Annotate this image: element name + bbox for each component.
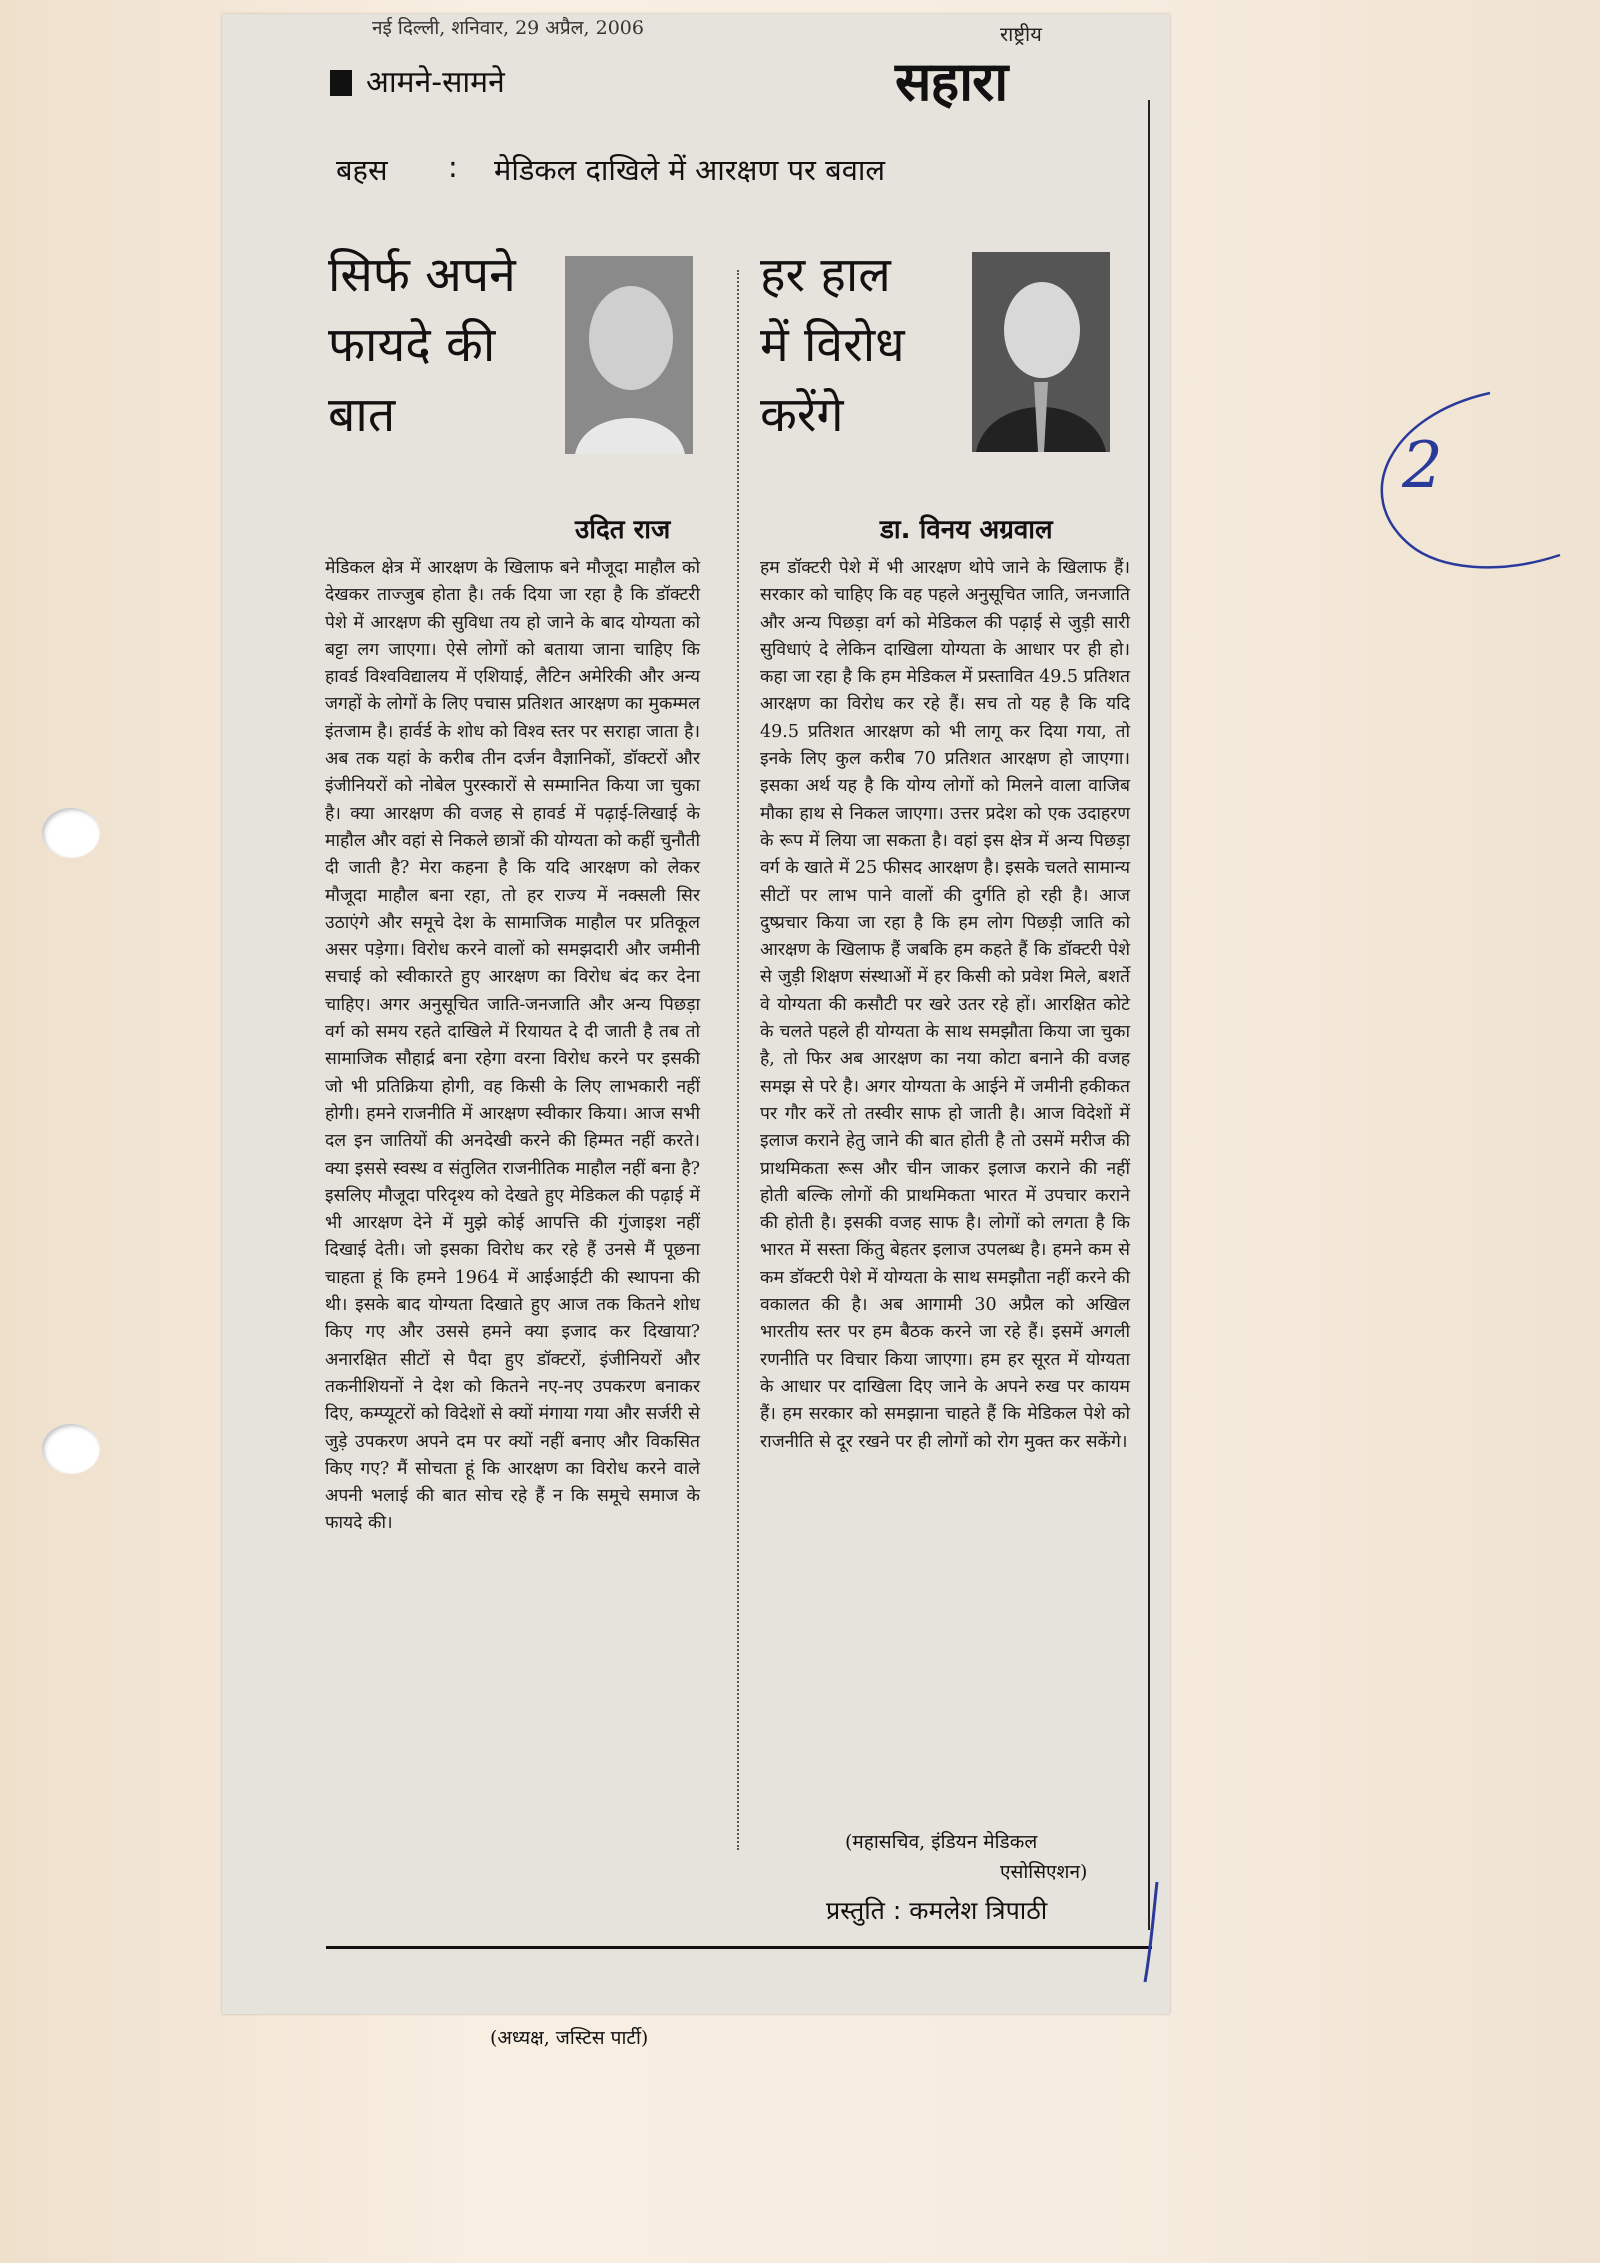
left-author-photo bbox=[565, 256, 693, 454]
left-author-designation: (अध्यक्ष, जस्टिस पार्टी) bbox=[490, 2027, 649, 2049]
right-author-photo bbox=[972, 252, 1110, 452]
clipping-right-rule bbox=[1148, 100, 1150, 1930]
left-headline bbox=[328, 240, 516, 450]
left-article-body: मेडिकल क्षेत्र में आरक्षण के खिलाफ बने मौजूदा माहौल को देखकर ताज्जुब होता है। तर्क दिया जा रहा है कि डॉक्टरी पेशे में आरक्षण की सुविधा तय हो जाने के बाद योग्यता को बट्टा लग जाएगा। ऐसे लोगों को बताया जाना चाहिए कि हावर्ड विश्वविद्यालय में एशियाई, लैटिन अमेरिकी और अन्य जगहों के लोगों के लिए पचास प्रतिशत आरक्षण का मुकम्मल इंतजाम है। हार्वर्ड के शोध को विश्व स्तर पर सराहा जाता है। अब तक यहां के करीब तीन दर्जन वैज्ञानिकों, डॉक्टरों और इंजीनियरों को नोबेल पुरस्कारों से सम्मानित किया जा चुका है। क्या आरक्षण की वजह से हावर्ड में पढ़ाई-लिखाई के माहौल और वहां से निकले छात्रों की योग्यता को कहीं चुनौती दी जाती है? मेरा कहना है कि यदि आरक्षण को लेकर मौजूदा माहौल बना रहा, तो हर राज्य में नक्सली सिर उठाएंगे और समूचे देश के सामाजिक माहौल पर प्रतिकूल असर पड़ेगा। विरोध करने वालों को समझदारी और जमीनी सचाई को स्वीकारते हुए आरक्षण का विरोध बंद कर देना चाहिए। अगर अनुसूचित जाति-जनजाति और अन्य पिछड़ा वर्ग को समय रहते दाखिले में रियायत दे दी जाती है तब तो सामाजिक सौहार्द्र बना रहेगा वरना विरोध करने पर इसकी जो भी प्रतिक्रिया होगी, वह किसी के लिए लाभकारी नहीं होगी। हमने राजनीति में आरक्षण स्वीकार किया। आज सभी दल इन जातियों की अनदेखी करने की हिम्मत नहीं करते। क्या इससे स्वस्थ व संतुलित राजनीतिक माहौल नहीं बना है? इसलिए मौजूदा परिदृश्य को देखते हुए मेडिकल की पढ़ाई में भी आरक्षण देने में मुझे कोई आपत्ति की गुंजाइश नहीं दिखाई देती। जो इसका विरोध कर रहे हैं उनसे मैं पूछना चाहता हूं कि हमने 1964 में आईआईटी की स्थापना की थी। इसके बाद योग्यता दिखाते हुए आज तक कितने शोध किए गए और उससे हमने क्या इजाद कर दिखाया? अनारक्षित सीटों से पैदा हुए डॉक्टरों, इंजीनियरों और तकनीशियनों ने देश को कितने नए-नए उपकरण बनाकर दिए, कम्प्यूटरों को विदेशों से क्यों मंगाया गया और सर्जरी से जुड़े उपकरण अपने दम पर क्यों नहीं बनाए और विकसित किए गए? मैं सोचता हूं कि आरक्षण का विरोध करने वाले अपनी भलाई की बात सोच रहे हैं न कि समूचे समाज के फायदे की। bbox=[325, 558, 700, 1534]
portrait-placeholder-icon bbox=[565, 256, 693, 454]
left-headline-line: फायदे की bbox=[328, 317, 496, 373]
portrait-placeholder-icon bbox=[972, 252, 1110, 452]
page-number-annotation bbox=[1330, 375, 1590, 595]
section-marker-icon bbox=[330, 70, 352, 96]
debate-topic: मेडिकल दाखिले में आरक्षण पर बवाल bbox=[494, 153, 885, 187]
right-author-name: डा. विनय अग्रवाल bbox=[880, 515, 1053, 545]
right-headline-line: करेंगे bbox=[760, 387, 844, 443]
bottom-rule bbox=[326, 1946, 1152, 1949]
left-author-name: उदित राज bbox=[575, 515, 671, 545]
column-divider bbox=[737, 270, 739, 1850]
right-author-designation-line2: एसोसिएशन) bbox=[1000, 1861, 1088, 1883]
right-headline-line: में विरोध bbox=[760, 317, 905, 373]
newspaper-logo-subtitle: राष्ट्रीय bbox=[1000, 22, 1042, 46]
newspaper-logo: सहारा bbox=[895, 50, 1008, 113]
pen-mark-bottom-right bbox=[1135, 1878, 1175, 1988]
section-label: आमने-सामने bbox=[366, 65, 505, 100]
right-headline bbox=[760, 240, 905, 450]
debate-separator: : bbox=[448, 150, 458, 184]
right-author-designation-line1: (महासचिव, इंडियन मेडिकल bbox=[845, 1831, 1038, 1853]
punch-hole-top bbox=[42, 808, 100, 858]
left-headline-line: बात bbox=[328, 387, 396, 443]
debate-prefix: बहस bbox=[336, 153, 388, 187]
page-number-text: 2 bbox=[1402, 429, 1443, 503]
right-article-body: हम डॉक्टरी पेशे में भी आरक्षण थोपे जाने के खिलाफ हैं। सरकार को चाहिए कि वह पहले अनुसूचित जाति, जनजाति और अन्य पिछड़ा वर्ग को मेडिकल की पढ़ाई से जुड़ी सारी सुविधाएं दे लेकिन दाखिला योग्यता के आधार पर ही हो। कहा जा रहा है कि हम मेडिकल में प्रस्तावित 49.5 प्रतिशत आरक्षण का विरोध कर रहे हैं। सच तो यह है कि यदि 49.5 प्रतिशत आरक्षण को भी लागू कर दिया गया, तो इनके लिए कुल करीब 70 प्रतिशत आरक्षण हो जाएगा। इसका अर्थ यह है कि योग्य लोगों को मिलने वाला वाजिब मौका हाथ से निकल जाएगा। उत्तर प्रदेश को एक उदाहरण के रूप में लिया जा सकता है। वहां इस क्षेत्र में अन्य पिछड़ा वर्ग के खाते में 25 फीसद आरक्षण है। इसके चलते सामान्य सीटों पर लाभ पाने वालों की दुर्गति हो रही है। आज दुष्प्रचार किया जा रहा है कि हम लोग पिछड़ी जाति को आरक्षण के खिलाफ हैं जबकि हम कहते हैं कि डॉक्टरी पेशे से जुड़ी शिक्षण संस्थाओं में हर किसी को प्रवेश मिले, बशर्ते वे योग्यता की कसौटी पर खरे उतर रहे हों। आरक्षित कोटे के चलते पहले ही योग्यता के साथ समझौता किया जा चुका है, तो फिर अब आरक्षण का नया कोटा बनाने की वजह समझ से परे है। अगर योग्यता के आईने में जमीनी हकीकत पर गौर करें तो तस्वीर साफ हो जाती है। आज विदेशों में इलाज कराने हेतु जाने की बात होती है तो उसमें मरीज की प्राथमिकता रूस और चीन जाकर इलाज कराने की नहीं होती बल्कि लोगों की प्राथमिकता भारत में उपचार कराने की होती है। इसकी वजह साफ है। लोगों को लगता है कि भारत में सस्ता किंतु बेहतर इलाज उपलब्ध है। हमने कम से कम डॉक्टरी पेशे में योग्यता के साथ समझौता नहीं करने की वकालत की है। अब आगामी 30 अप्रैल को अखिल भारतीय स्तर पर हम बैठक करने जा रहे हैं। इसमें अगली रणनीति पर विचार किया जाएगा। हम हर सूरत में योग्यता के आधार पर दाखिला दिए जाने के अपने रुख पर कायम हैं। हम सरकार को समझाना चाहते हैं कि मेडिकल पेशे को राजनीति से दूर रखने पर ही लोगों को रोग मुक्त कर सकेंगे। bbox=[760, 558, 1130, 1452]
date-line: नई दिल्ली, शनिवार, 29 अप्रैल, 2006 bbox=[372, 17, 644, 39]
right-headline-line: हर हाल bbox=[760, 247, 891, 303]
punch-hole-bottom bbox=[42, 1424, 100, 1474]
left-headline-line: सिर्फ अपने bbox=[328, 247, 516, 303]
article-credit: प्रस्तुति : कमलेश त्रिपाठी bbox=[826, 1896, 1048, 1925]
